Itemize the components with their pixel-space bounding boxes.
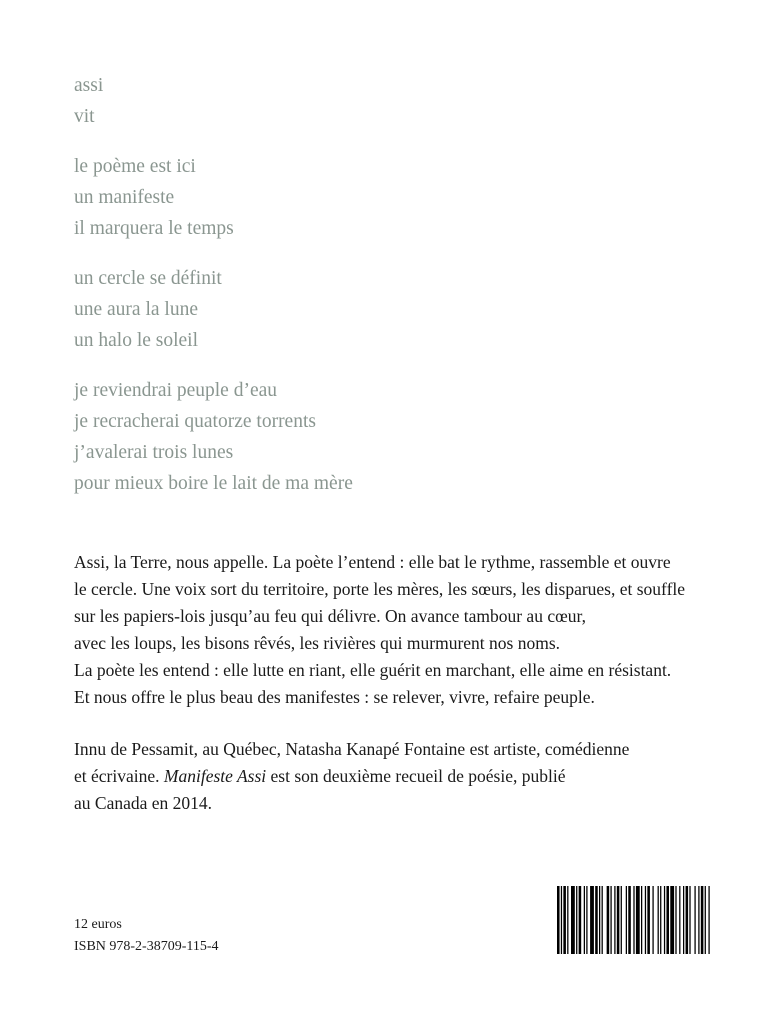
poem-line: une aura la lune <box>74 299 198 320</box>
poem-line: pour mieux boire le lait de ma mère <box>74 473 353 494</box>
barcode-bar <box>557 886 560 954</box>
barcode-bar <box>636 886 640 954</box>
blurb-line: sur les papiers-lois jusqu’au feu qui délivre. On avance tambour au cœur, <box>74 606 586 626</box>
price-isbn-block <box>74 914 219 958</box>
bio-line: Innu de Pessamit, au Québec, Natasha Kanapé Fontaine est artiste, comédienne <box>74 739 630 759</box>
barcode-bar <box>610 886 611 954</box>
isbn: ISBN 978-2-38709-115-4 <box>74 939 219 954</box>
barcode-bar <box>576 886 577 954</box>
barcode-bar <box>701 886 704 954</box>
poem-line: le poème est ici <box>74 156 196 177</box>
barcode-bar <box>652 886 653 954</box>
barcode-bar <box>694 886 695 954</box>
bio-line: au Canada en 2014. <box>74 793 213 813</box>
author-bio <box>74 736 724 817</box>
blurb-line: Assi, la Terre, nous appelle. La poète l’entend : elle bat le rythme, rassemble et ouvre <box>74 552 671 572</box>
poem-stanza-1 <box>74 70 353 132</box>
book-title: Manifeste Assi <box>163 766 267 786</box>
barcode-bar <box>686 886 689 954</box>
barcode-bar <box>614 886 615 954</box>
barcode-bar <box>628 886 631 954</box>
poem-line: un halo le soleil <box>74 330 199 351</box>
barcode-bar <box>571 886 575 954</box>
price: 12 euros <box>74 917 122 932</box>
barcode-bar <box>708 886 709 954</box>
poem-line: un cercle se définit <box>74 268 222 289</box>
poem-stanza-2 <box>74 151 353 244</box>
barcode-bar <box>617 886 620 954</box>
barcode-bar <box>590 886 594 954</box>
barcode-bar <box>660 886 661 954</box>
barcode-bar <box>599 886 600 954</box>
barcode-bar <box>567 886 568 954</box>
barcode-bar <box>664 886 665 954</box>
bio-line <box>74 763 724 790</box>
barcode-bar <box>633 886 634 954</box>
barcode-bar <box>705 886 706 954</box>
barcode-bar <box>647 886 650 954</box>
poem-line: assi <box>74 75 104 96</box>
barcode-bar <box>679 886 680 954</box>
poem-line: un manifeste <box>74 187 175 208</box>
barcode-bar <box>641 886 642 954</box>
bio-text: est son deuxième recueil de poésie, publié <box>266 766 566 786</box>
barcode-bar <box>645 886 646 954</box>
poem-line: vit <box>74 106 95 127</box>
blurb-line: Et nous offre le plus beau des manifestes : se relever, vivre, refaire peuple. <box>74 687 595 707</box>
barcode-bar <box>563 886 566 954</box>
poem-line: il marquera le temps <box>74 218 234 239</box>
barcode-bar <box>579 886 582 954</box>
blurb-line: avec les loups, les bisons rêvés, les rivières qui murmurent nos noms. <box>74 633 561 653</box>
poem-line: je recracherai quatorze torrents <box>74 411 316 432</box>
poem-stanza-4 <box>74 375 353 499</box>
barcode-bar <box>666 886 669 954</box>
blurb-line: le cercle. Une voix sort du territoire, porte les mères, les sœurs, les disparues, et souffle <box>74 579 686 599</box>
barcode-bar <box>595 886 598 954</box>
barcode-bar <box>670 886 674 954</box>
back-cover-blurb <box>74 549 724 711</box>
bio-text: et écrivaine. <box>74 766 164 786</box>
poem-line: je reviendrai peuple d’eau <box>74 380 278 401</box>
blurb-line: La poète les entend : elle lutte en riant, elle guérit en marchant, elle aime en résistant. <box>74 660 672 680</box>
barcode-bar <box>602 886 603 954</box>
barcode-bar <box>689 886 690 954</box>
barcode-bar <box>626 886 627 954</box>
poem <box>74 70 353 518</box>
barcode-bar <box>607 886 610 954</box>
barcode-bar <box>698 886 699 954</box>
poem-line: j’avalerai trois lunes <box>74 442 234 463</box>
barcode-bar <box>675 886 676 954</box>
barcode-bar <box>561 886 562 954</box>
barcode-bar <box>621 886 622 954</box>
barcode-bar <box>586 886 587 954</box>
barcode-bar <box>658 886 659 954</box>
poem-stanza-3 <box>74 263 353 356</box>
barcode-bar <box>584 886 585 954</box>
barcode-icon <box>557 886 711 954</box>
barcode-bar <box>683 886 684 954</box>
